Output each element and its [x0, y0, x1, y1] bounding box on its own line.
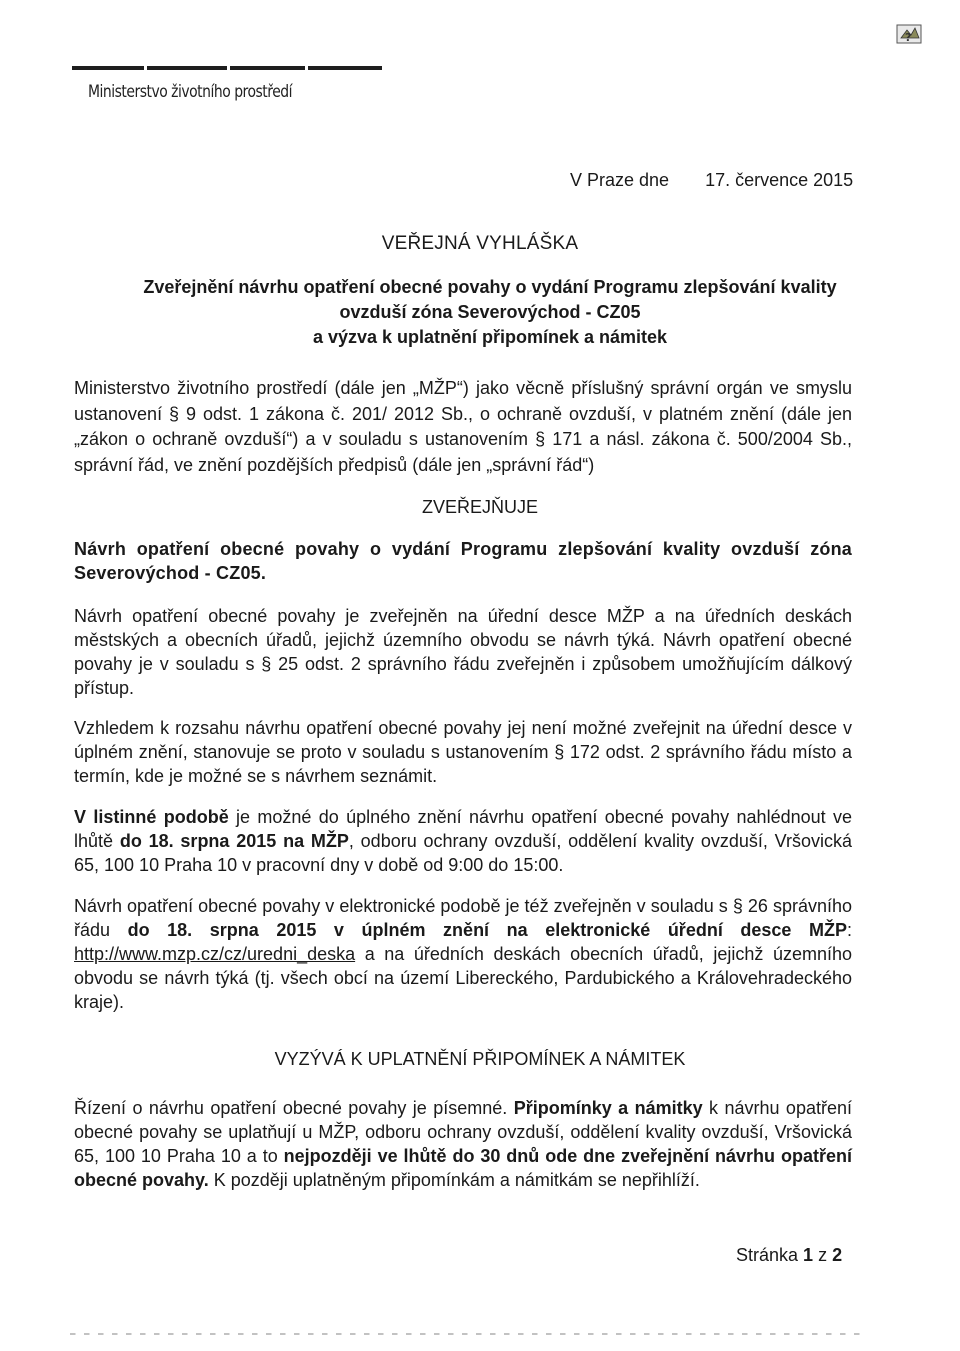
ministry-name: Ministerstvo životního prostředí [88, 82, 293, 102]
paragraph-extent: Vzhledem k rozsahu návrhu opatření obecné povahy jej není možné zveřejnit na úřední desce v úplném znění, stanovuje se proto v souladu s ustanovením § 172 odst. 2 správního řádu místo a termín, kde je možné se s návrhem seznámit. [74, 718, 852, 786]
proposal-title: Návrh opatření obecné povahy o vydání Programu zlepšování kvality ovzduší zóna Severovýchod - CZ05. [74, 539, 852, 583]
bold-text: V listinné podobě [74, 807, 229, 827]
intro-paragraph: Ministerstvo životního prostředí (dále jen „MŽP“) jako věcně příslušný správní orgán ve smyslu ustanovení § 9 odst. 1 zákona č. 201/ 2012 Sb., o ochraně ovzduší, v platném znění (dále jen „zákon o ochraně ovzduší“) a v souladu s ustanovením § 171 a násl. zákona č. 500/2004 Sb., správní řád, ve znění pozdějších předpisů (dále jen „správní řád“) [74, 378, 852, 475]
paragraph-paper-form: V listinné podobě je možné do úplného znění návrhu opatření obecné povahy nahlédnout ve lhůtě do 18. srpna 2015 na MŽP, odboru ochrany ovzduší, oddělení kvality ovzduší, Vršovická 65, 100 10 Praha 10 v pracovní dny v době od 9:00 do 15:00. [74, 807, 852, 875]
paragraph-publication: Návrh opatření obecné povahy je zveřejněn na úřední desce MŽP a na úředních deskách městských a obecních úřadů, jejichž územního obvodu se návrh týká. Návrh opatření obecné povahy je v souladu s § 25 odst. 2 správního řádu zveřejněn i způsobem umožňujícím dálkový přístup. [74, 606, 852, 698]
subtitle-line: Zveřejnění návrhu opatření obecné povahy o vydání Programu zlepšování kvality [143, 277, 837, 297]
subtitle-line: a výzva k uplatnění připomínek a námitek [312, 327, 668, 347]
call-heading: VYZÝVÁ K UPLATNĚNÍ PŘIPOMÍNEK A NÁMITEK [274, 1049, 686, 1069]
paragraph-objections: Řízení o návrhu opatření obecné povahy je písemné. Připomínky a námitky k návrhu opatření obecné povahy se uplatňují u MŽP, odboru ochrany ovzduší, oddělení kvality ovzduší, Vršovická 65, 100 10 Praha 10 a to nejpozději ve lhůtě do 30 dnů ode dne zveřejnění návrhu opatření obecné povahy. K později uplatněným připomínkám a námitkám se nepřihlíží. [74, 1098, 852, 1190]
subtitle-line: ovzduší zóna Severovýchod - CZ05 [339, 302, 641, 322]
official-board-link[interactable]: http://www.mzp.cz/cz/uredni_deska [74, 944, 356, 964]
publish-heading: ZVEŘEJŇUJE [421, 497, 538, 517]
bold-text: nejpozději ve lhůtě do 30 dnů ode dne zveřejnění návrhu opatření obecné povahy. [74, 1146, 852, 1190]
bold-text: Připomínky a námitky [513, 1098, 703, 1118]
paragraph-electronic-form: Návrh opatření obecné povahy v elektronické podobě je též zveřejněn v souladu s § 26 správního řádu do 18. srpna 2015 v úplném znění na elektronické úřední desce MŽP: http://www.mzp.cz/cz/uredni_deska a na úředních deskách obecních úřadů, jejichž územního obvodu se návrh týká (tj. všech obcí na území Libereckého, Pardubického a Královehradeckého kraje). [74, 896, 852, 1012]
page-number: Stránka 1 z 2 [736, 1245, 843, 1265]
date-prefix: V Praze dne [570, 170, 670, 190]
svg-text:?: ? [905, 31, 912, 44]
notice-subtitle [80, 275, 900, 350]
bold-text: do 18. srpna 2015 na MŽP [119, 831, 349, 851]
scanner-stamp-icon [895, 22, 925, 46]
scan-artifact-divider [70, 1333, 860, 1335]
bold-text: do 18. srpna 2015 v úplném znění na elektronické úřední desce MŽP [127, 920, 847, 940]
notice-title: VEŘEJNÁ VYHLÁŠKA [381, 233, 579, 254]
date-line [570, 170, 853, 191]
date-value: 17. července 2015 [705, 170, 854, 190]
ministry-logo-bar [72, 66, 382, 70]
